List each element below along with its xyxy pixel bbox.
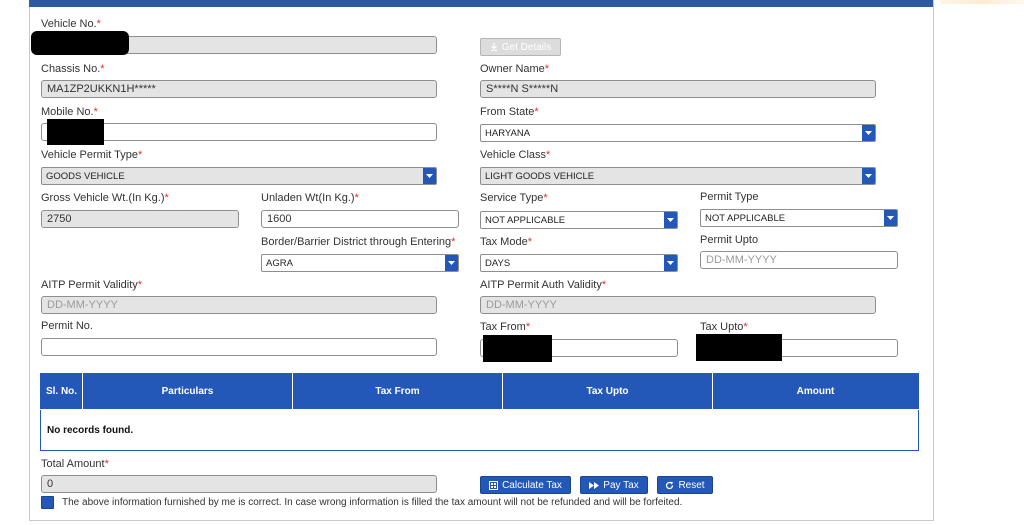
reset-button[interactable] <box>657 476 713 494</box>
redaction-mark <box>483 335 552 362</box>
page-edge-decoration <box>940 0 1024 4</box>
column-header-tax-upto: Tax Upto <box>503 373 713 410</box>
gross-wt-input[interactable]: 2750 <box>41 210 239 228</box>
vehicle-permit-type-label: Vehicle Permit Type* <box>41 149 143 161</box>
permit-no-label: Permit No. <box>41 320 93 332</box>
vehicle-no-label: Vehicle No.* <box>41 18 101 30</box>
vehicle-class-label: Vehicle Class* <box>480 149 551 161</box>
table-header-row <box>41 373 919 410</box>
permit-upto-label: Permit Upto <box>700 234 759 246</box>
border-district-value: AGRA <box>266 258 293 269</box>
owner-name-input[interactable]: S****N S*****N <box>480 80 876 98</box>
from-state-label: From State* <box>480 106 539 118</box>
pay-tax-label: Pay Tax <box>603 479 639 491</box>
pay-tax-button[interactable] <box>580 476 648 494</box>
chassis-no-input[interactable]: MA1ZP2UKKN1H***** <box>41 80 437 98</box>
border-district-select[interactable] <box>261 254 459 272</box>
aitp-validity-label: AITP Permit Validity* <box>41 279 143 291</box>
table-row <box>41 410 919 451</box>
tax-upto-label: Tax Upto* <box>700 321 748 333</box>
tax-mode-select[interactable] <box>480 254 678 272</box>
chevron-down-icon <box>862 125 875 141</box>
vehicle-class-value: LIGHT GOODS VEHICLE <box>485 171 595 182</box>
reset-label: Reset <box>678 479 705 491</box>
service-type-select[interactable] <box>480 211 678 229</box>
calculate-tax-button[interactable] <box>480 476 571 494</box>
tax-mode-value: DAYS <box>485 258 511 269</box>
unladen-wt-label: Unladen Wt(In Kg.)* <box>261 192 359 204</box>
service-type-value: NOT APPLICABLE <box>485 215 566 226</box>
download-arrow-icon <box>490 43 498 51</box>
gross-wt-label: Gross Vehicle Wt.(In Kg.)* <box>41 192 169 204</box>
service-type-label: Service Type* <box>480 192 548 204</box>
total-amount-label: Total Amount* <box>41 458 109 470</box>
get-details-label: Get Details <box>501 41 552 53</box>
vehicle-permit-type-select[interactable] <box>41 167 437 185</box>
permit-type-label: Permit Type <box>700 191 759 203</box>
column-header-amount: Amount <box>713 373 919 410</box>
chevron-down-icon <box>884 210 897 226</box>
from-state-select[interactable] <box>480 124 876 142</box>
aitp-auth-validity-input[interactable]: DD-MM-YYYY <box>480 296 876 314</box>
permit-upto-input[interactable]: DD-MM-YYYY <box>700 251 898 269</box>
vehicle-class-select[interactable] <box>480 167 876 185</box>
redaction-mark <box>696 334 782 361</box>
from-state-value: HARYANA <box>485 128 531 139</box>
mobile-no-label: Mobile No.* <box>41 106 98 118</box>
column-header-particulars: Particulars <box>83 373 293 410</box>
chevron-down-icon <box>423 168 436 184</box>
vehicle-permit-type-value: GOODS VEHICLE <box>46 171 125 182</box>
panel-top-bar <box>29 0 933 7</box>
column-header-sl-no: Sl. No. <box>41 373 83 410</box>
declaration-text: The above information furnished by me is correct. In case wrong information is filled the tax amount will not be refunded and will be forfeited. <box>62 497 683 508</box>
permit-type-value: NOT APPLICABLE <box>705 213 786 224</box>
chevron-down-icon <box>664 255 677 271</box>
chevron-down-icon <box>862 168 875 184</box>
empty-table-message: No records found. <box>41 410 919 451</box>
column-header-tax-from: Tax From <box>293 373 503 410</box>
total-amount-input[interactable]: 0 <box>41 475 437 493</box>
unladen-wt-input[interactable]: 1600 <box>261 210 459 228</box>
chevron-down-icon <box>445 255 458 271</box>
permit-type-select[interactable] <box>700 209 898 227</box>
declaration-checkbox[interactable] <box>41 496 54 509</box>
chassis-no-label: Chassis No.* <box>41 63 105 75</box>
fast-forward-icon <box>589 482 599 489</box>
tax-from-label: Tax From* <box>480 321 531 333</box>
tax-mode-label: Tax Mode* <box>480 236 532 248</box>
calculate-tax-label: Calculate Tax <box>502 479 562 491</box>
chevron-down-icon <box>664 212 677 228</box>
aitp-validity-input[interactable]: DD-MM-YYYY <box>41 296 437 314</box>
calculator-icon <box>489 481 498 490</box>
tax-details-table <box>40 373 919 451</box>
owner-name-label: Owner Name* <box>480 63 550 75</box>
refresh-icon <box>665 481 674 490</box>
redaction-mark <box>47 119 104 145</box>
border-district-label: Border/Barrier District through Entering* <box>261 236 456 248</box>
get-details-button[interactable] <box>480 38 561 56</box>
permit-no-input[interactable] <box>41 338 437 356</box>
aitp-auth-validity-label: AITP Permit Auth Validity* <box>480 279 607 291</box>
redaction-mark <box>31 31 129 55</box>
